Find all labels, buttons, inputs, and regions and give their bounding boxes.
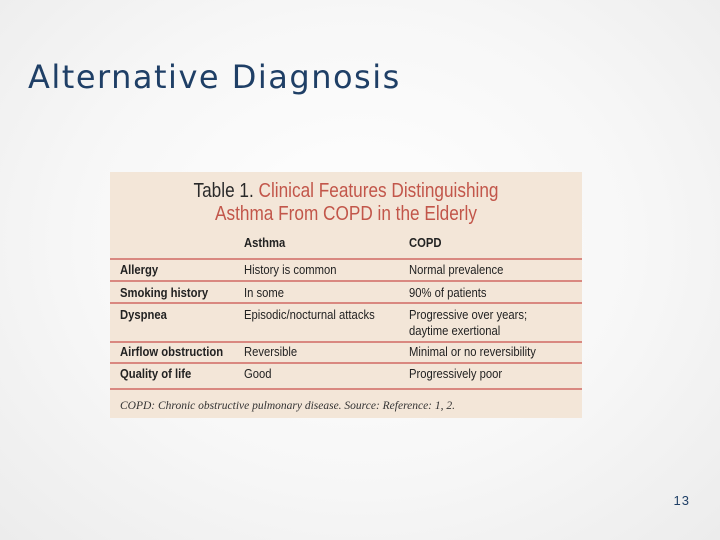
row-airflow-asthma: Reversible	[244, 345, 298, 359]
row-divider	[110, 341, 582, 343]
row-quality-asthma: Good	[244, 367, 272, 381]
row-divider	[110, 302, 582, 304]
slide-title: Alternative Diagnosis	[28, 58, 401, 96]
row-smoking-feature: Smoking history	[120, 286, 209, 300]
row-airflow-feature: Airflow obstruction	[120, 345, 224, 359]
row-divider	[110, 280, 582, 282]
row-quality-copd: Progressively poor	[409, 367, 503, 381]
row-smoking-asthma: In some	[244, 286, 285, 300]
row-divider	[110, 388, 582, 390]
row-allergy-copd: Normal prevalence	[409, 263, 504, 277]
column-header-asthma: Asthma	[244, 236, 286, 250]
table-footnote: COPD: Chronic obstructive pulmonary disease. Source: Reference: 1, 2.	[120, 400, 456, 412]
row-allergy-asthma: History is common	[244, 263, 337, 277]
row-dyspnea-copd: Progressive over years;	[409, 308, 528, 322]
table-image	[110, 172, 582, 418]
row-airflow-copd: Minimal or no reversibility	[409, 345, 536, 359]
row-smoking-copd: 90% of patients	[409, 286, 487, 300]
row-dyspnea-feature: Dyspnea	[120, 308, 167, 322]
page-number: 13	[673, 493, 690, 508]
row-divider	[110, 362, 582, 364]
row-dyspnea-copd-line2: daytime exertional	[409, 324, 501, 338]
table-heading-line2: Asthma From COPD in the Elderly	[215, 203, 477, 225]
row-allergy-feature: Allergy	[120, 263, 159, 277]
column-header-copd: COPD	[409, 236, 442, 250]
row-dyspnea-asthma: Episodic/nocturnal attacks	[244, 308, 375, 322]
row-divider	[110, 258, 582, 260]
row-quality-feature: Quality of life	[120, 367, 192, 381]
table-heading	[143, 180, 549, 226]
table-heading-line1: Clinical Features Distinguishing	[258, 180, 499, 202]
table-heading-prefix: Table 1.	[193, 180, 259, 202]
